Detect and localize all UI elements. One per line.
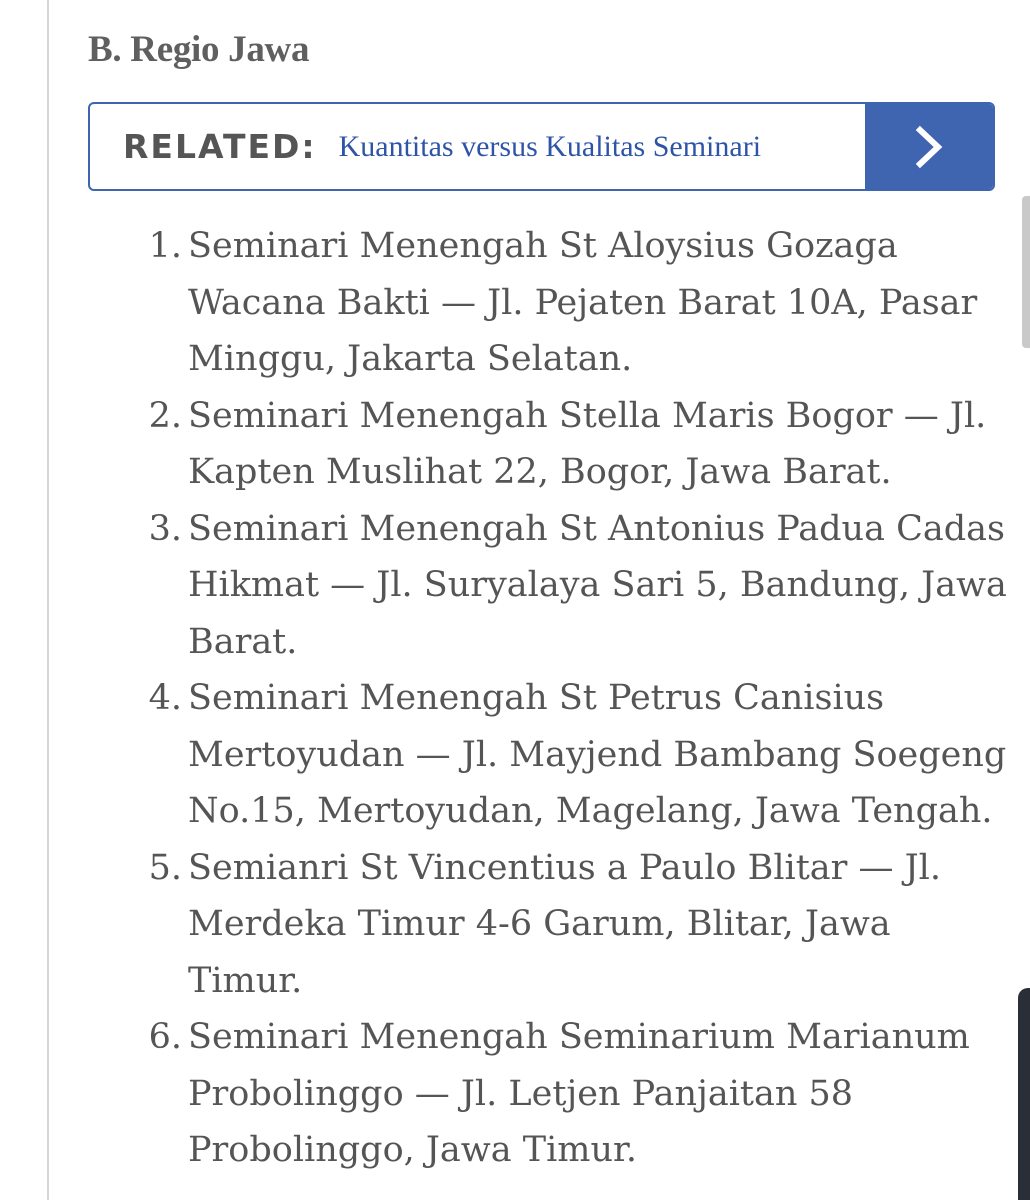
list-item: [48, 218, 1008, 388]
related-label: RELATED:: [123, 127, 317, 166]
related-arrow-button[interactable]: [865, 104, 993, 189]
list-item: [48, 501, 1008, 671]
chevron-right-icon: [912, 125, 946, 169]
list-item-number: 2.: [148, 395, 182, 436]
list-item-text: Semianri St Vincentius a Paulo Blitar — Jl. Merdeka Timur 4-6 Garum, Blitar, Jawa Timur.: [188, 847, 941, 1001]
list-item-text: Seminari Menengah St Antonius Padua Cadas Hikmat — Jl. Suryalaya Sari 5, Bandung, Jawa Barat.: [188, 508, 1007, 662]
side-panel-handle[interactable]: [1018, 988, 1030, 1200]
list-item-number: 1.: [148, 226, 182, 266]
list-item-number: 4.: [148, 678, 182, 718]
list-item-text: Seminari Menengah St Aloysius Gozaga Wacana Bakti — Jl. Pejaten Barat 10A, Pasar Minggu, Jakarta Selatan.: [188, 226, 978, 379]
list-item-text: Seminari Menengah Stella Maris Bogor — Jl. Kapten Muslihat 22, Bogor, Jawa Barat.: [188, 395, 987, 492]
list-item-number: 6.: [148, 1017, 182, 1057]
seminary-list: [48, 218, 1008, 1179]
related-article-card[interactable]: [88, 102, 995, 191]
list-item-text: Seminari Menengah Seminarium Marianum Probolinggo — Jl. Letjen Panjaitan 58 Probolinggo, Jawa Timur.: [188, 1017, 970, 1170]
list-item-number: 5.: [148, 847, 182, 888]
scrollbar-thumb[interactable]: [1022, 196, 1030, 348]
list-item: [48, 1009, 1008, 1179]
list-item-text: Seminari Menengah St Petrus Canisius Mertoyudan — Jl. Mayjend Bambang Soegeng No.15, Mertoyudan, Magelang, Jawa Tengah.: [188, 678, 1007, 831]
section-heading: B. Regio Jawa: [88, 29, 310, 70]
list-item: [48, 670, 1008, 840]
related-article-link[interactable]: Kuantitas versus Kualitas Seminari: [338, 129, 762, 163]
list-item: [48, 388, 1008, 501]
list-item-number: 3.: [148, 508, 182, 549]
list-item: [48, 840, 1008, 1010]
